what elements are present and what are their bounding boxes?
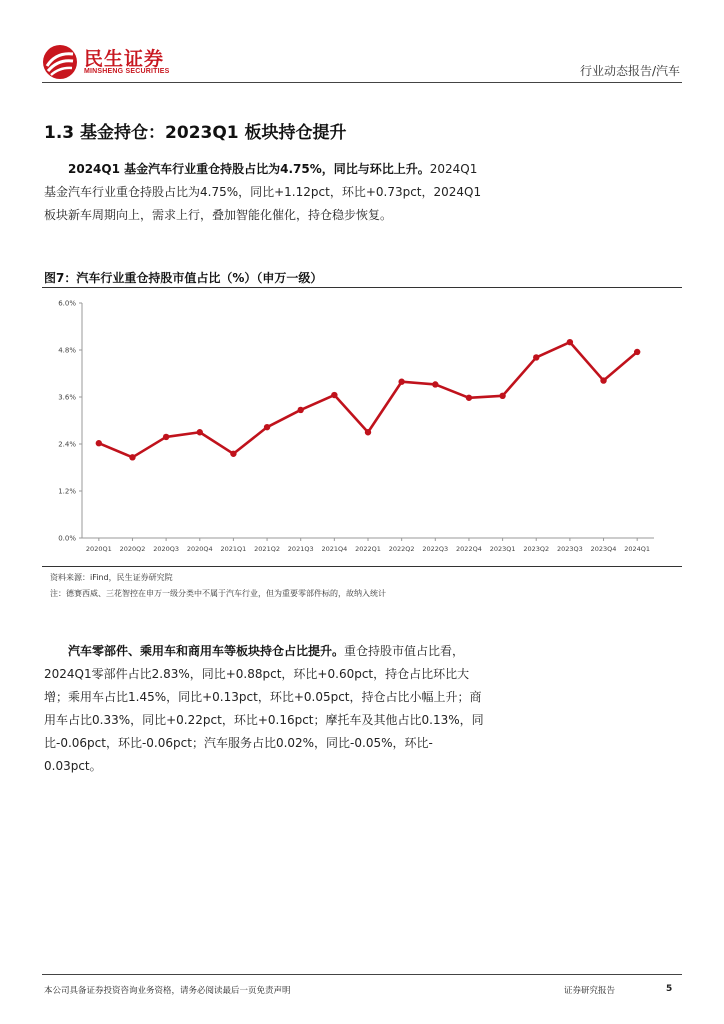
data-point xyxy=(499,393,505,399)
x-tick-label: 2020Q3 xyxy=(153,545,180,553)
x-tick-label: 2021Q2 xyxy=(254,545,280,553)
data-point xyxy=(466,395,472,401)
footer-disclaimer: 本公司具备证券投资咨询业务资格，请务必阅读最后一页免责声明 xyxy=(44,986,291,996)
x-tick-label: 2022Q3 xyxy=(422,545,449,553)
data-point xyxy=(163,434,169,440)
report-type: 行业动态报告/汽车 xyxy=(579,64,680,78)
data-point xyxy=(567,339,573,345)
series-line xyxy=(99,342,637,457)
figure-top-rule xyxy=(42,287,682,288)
header-divider xyxy=(42,82,682,83)
logo-mark-icon xyxy=(42,44,78,80)
x-tick-label: 2020Q1 xyxy=(85,545,112,553)
figure-title: 图7：汽车行业重仓持股市值占比（%）（申万一级） xyxy=(44,271,323,285)
x-tick-label: 2023Q1 xyxy=(489,545,516,553)
paragraph-segments xyxy=(44,640,680,778)
data-point xyxy=(533,354,539,360)
page-number: 5 xyxy=(666,984,673,994)
logo-text-cn: 民生证券 xyxy=(84,48,165,70)
x-tick-label: 2021Q4 xyxy=(321,545,348,553)
paragraph-fund-holdings xyxy=(44,158,680,227)
figure-source: 资料来源：iFind，民生证券研究院 xyxy=(50,573,173,582)
data-point xyxy=(331,392,337,398)
data-point xyxy=(230,451,236,457)
paragraph-line: 增；乘用车占比1.45%，同比+0.13pct，环比+0.05pct，持仓占比小幅上升；商 xyxy=(44,690,482,704)
paragraph-line: 用车占比0.33%，同比+0.22pct，环比+0.16pct；摩托车及其他占比0.13%，同 xyxy=(44,713,484,727)
y-tick-label: 4.8% xyxy=(58,346,76,355)
data-point xyxy=(129,454,135,460)
data-point xyxy=(365,429,371,435)
footer-report-label: 证券研究报告 xyxy=(564,986,616,996)
paragraph-line: 板块新车周期向上，需求上行，叠加智能化催化，持仓稳步恢复。 xyxy=(44,208,393,222)
y-tick-label: 3.6% xyxy=(58,393,76,402)
x-tick-label: 2021Q1 xyxy=(220,545,247,553)
paragraph-line: 比-0.06pct，环比-0.06pct；汽车服务占比0.02%，同比-0.05%，环比- xyxy=(44,736,433,750)
x-tick-label: 2024Q1 xyxy=(624,545,651,553)
paragraph-line: 2024Q1零部件占比2.83%，同比+0.88pct，环比+0.60pct，持仓占比环比大 xyxy=(44,667,470,681)
x-tick-label: 2022Q1 xyxy=(355,545,381,553)
footer-divider xyxy=(42,974,682,975)
x-tick-label: 2022Q2 xyxy=(388,545,415,553)
company-logo xyxy=(42,44,182,80)
data-point xyxy=(634,349,640,355)
data-point xyxy=(197,429,203,435)
paragraph-line: 2024Q1 基金汽车行业重仓持股占比为4.75%，同比与环比上升。2024Q1 xyxy=(68,162,478,176)
x-tick-label: 2021Q3 xyxy=(287,545,314,553)
x-tick-label: 2023Q2 xyxy=(523,545,550,553)
figure-note: 注：德赛西威、三花智控在申万一级分类中不属于汽车行业，但为重要零部件标的，故纳入统计 xyxy=(50,589,386,598)
logo-text-en: MINSHENG SECURITIES xyxy=(84,68,170,75)
data-point xyxy=(398,379,404,385)
x-tick-label: 2023Q4 xyxy=(590,545,617,553)
x-tick-label: 2020Q4 xyxy=(186,545,213,553)
figure-bottom-rule xyxy=(42,566,682,567)
data-point xyxy=(298,407,304,413)
data-point xyxy=(96,440,102,446)
paragraph-line: 0.03pct。 xyxy=(44,759,102,773)
paragraph-lead: 2024Q1 基金汽车行业重仓持股占比为4.75%，同比与环比上升。 xyxy=(68,162,430,176)
data-point xyxy=(432,381,438,387)
data-point xyxy=(600,377,606,383)
y-tick-label: 6.0% xyxy=(58,299,76,308)
y-tick-label: 2.4% xyxy=(58,440,76,449)
x-tick-label: 2022Q4 xyxy=(456,545,482,553)
x-tick-label: 2020Q2 xyxy=(119,545,146,553)
section-title: 1.3 基金持仓：2023Q1 板块持仓提升 xyxy=(44,123,347,143)
paragraph-line: 基金汽车行业重仓持股占比为4.75%，同比+1.12pct，环比+0.73pct，2024Q1 xyxy=(44,185,482,199)
line-chart xyxy=(42,290,682,562)
paragraph-line: 汽车零部件、乘用车和商用车等板块持仓占比提升。重仓持股市值占比看， xyxy=(68,644,465,658)
paragraph-lead: 汽车零部件、乘用车和商用车等板块持仓占比提升。 xyxy=(68,644,345,658)
data-point xyxy=(264,424,270,430)
x-tick-label: 2023Q3 xyxy=(556,545,583,553)
y-tick-label: 1.2% xyxy=(58,487,76,496)
y-tick-label: 0.0% xyxy=(58,534,76,543)
